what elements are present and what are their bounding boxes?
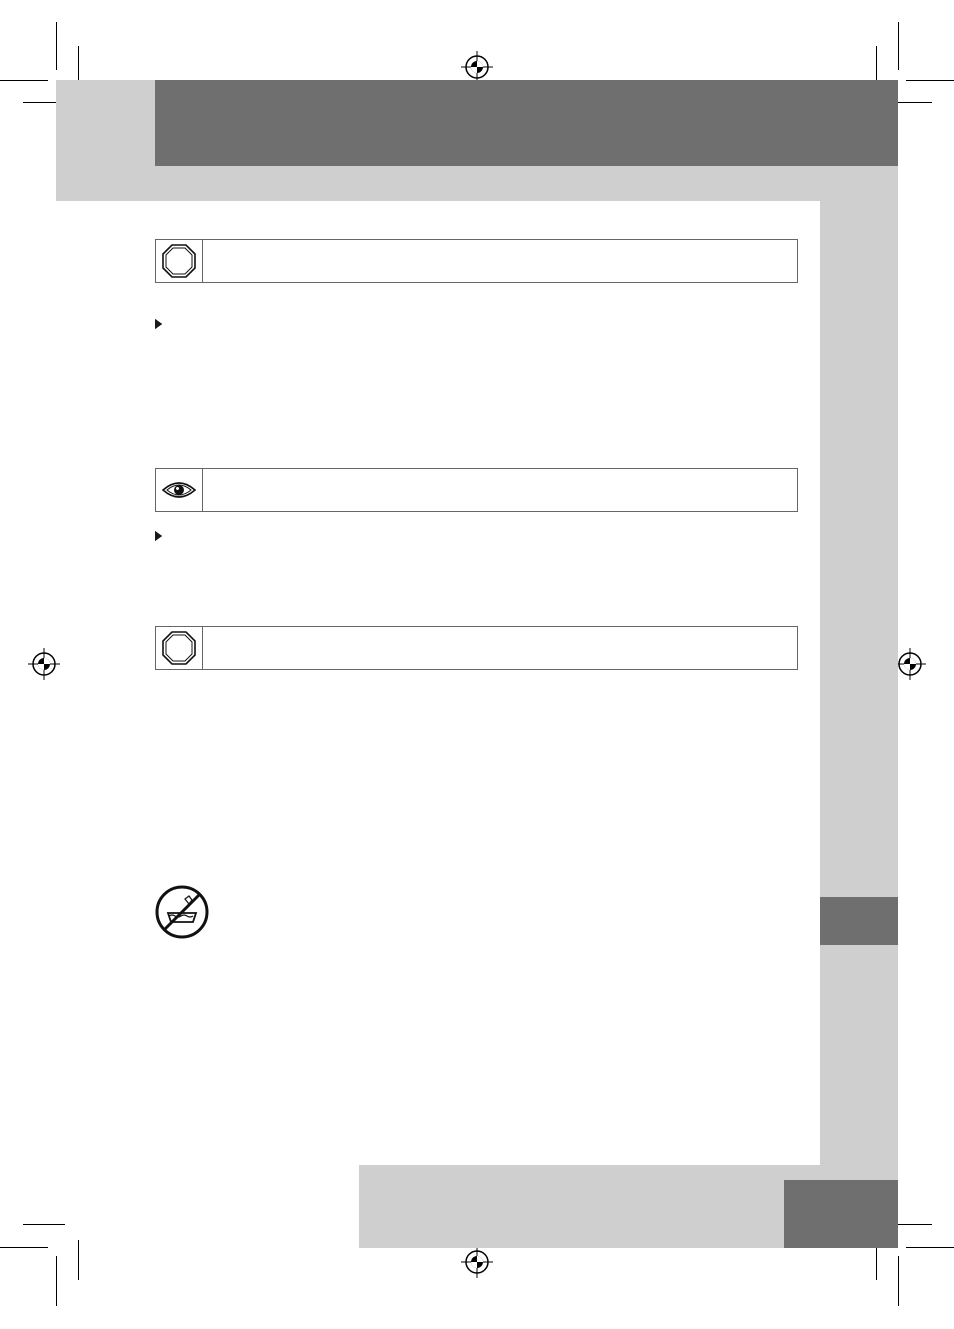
section-title [203, 469, 216, 511]
header-bar [155, 80, 898, 166]
page-number-box [784, 1180, 898, 1248]
crop-mark [0, 80, 48, 81]
registration-mark-icon [461, 51, 493, 83]
registration-mark-icon [461, 1246, 493, 1278]
section-cleaning-header [155, 468, 798, 512]
crop-mark [0, 1247, 48, 1248]
registration-mark-icon [894, 648, 926, 680]
section-title [203, 240, 216, 282]
section-safety-header [155, 626, 798, 670]
section-important-header [155, 239, 798, 283]
stop-icon [162, 631, 196, 665]
crop-mark [898, 1256, 899, 1306]
crop-mark [898, 22, 899, 70]
stop-icon [162, 244, 196, 278]
section-icon-cell [156, 469, 203, 511]
crop-mark [906, 1247, 954, 1248]
crop-mark [23, 1224, 65, 1225]
crop-mark [78, 1240, 79, 1280]
section-title [203, 627, 216, 669]
active-language-highlight [820, 897, 898, 945]
no-bath-icon [155, 885, 209, 939]
registration-mark-icon [28, 648, 60, 680]
section-icon-cell [156, 240, 203, 282]
language-sidebar [820, 166, 898, 1166]
crop-mark [906, 80, 954, 81]
eye-icon [161, 478, 197, 502]
crop-mark [56, 1256, 57, 1306]
crop-mark [56, 22, 57, 70]
section-icon-cell [156, 627, 203, 669]
